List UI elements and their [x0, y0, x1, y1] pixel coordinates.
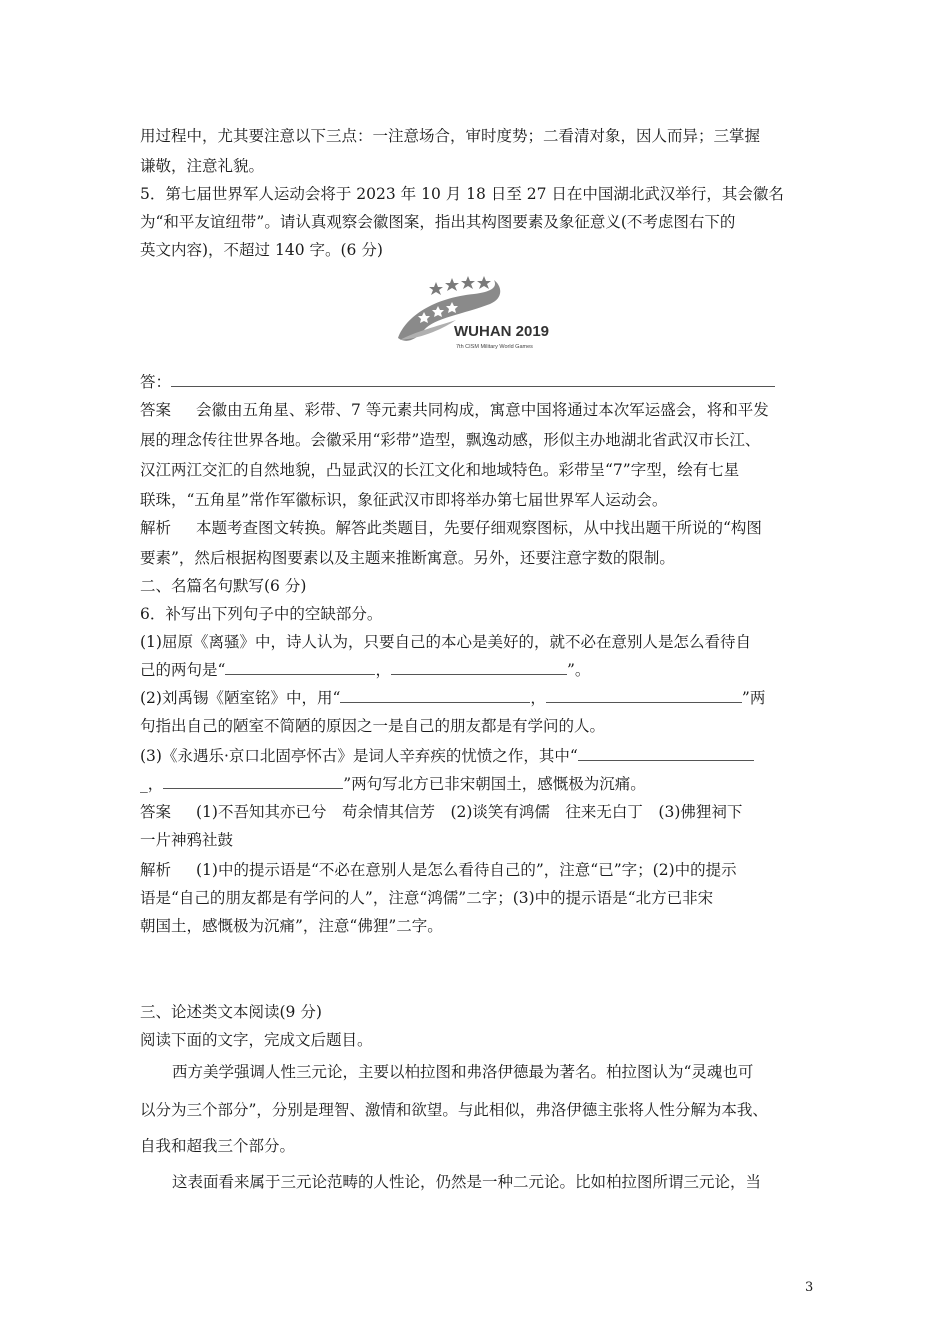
question-5: 英文内容)，不超过 140 字。(6 分): [140, 241, 383, 259]
answer-blank[interactable]: [171, 372, 775, 387]
answer-5: 联珠，“五角星”常作军徽标识，象征武汉市即将举办第七届世界军人运动会。: [140, 491, 668, 509]
fill-blank[interactable]: [578, 746, 754, 761]
answer-label: 答案: [140, 803, 172, 821]
paragraph: 这表面看来属于三元论范畴的人性论，仍然是一种二元论。比如柏拉图所谓三元论，当: [172, 1173, 762, 1191]
answer-line: [140, 372, 820, 392]
question-6-2: (2)刘禹锡《陋室铭》中，用“ ， ”两: [140, 689, 766, 707]
question-6-1: 己的两句是“ ， ”。: [140, 661, 591, 679]
answer-5: 答案 会徽由五角星、彩带、7 等元素共同构成，寓意中国将通过本次军运盛会，将和平发: [140, 401, 769, 419]
analysis-label: 解析: [140, 519, 172, 537]
analysis-6: 语是“自己的朋友都是有学问的人”，注意“鸿儒”二字；(3)中的提示语是“北方已非宋: [140, 889, 714, 907]
logo-subtitle: 7th CISM Military World Games: [456, 344, 533, 350]
answer-5: 汉江两江交汇的自然地貌，凸显武汉的长江文化和地域特色。彩带呈“7”字型，绘有七星: [140, 461, 740, 479]
text-line: 用过程中，尤其要注意以下三点：一注意场合，审时度势；二看清对象，因人而异；三掌握: [140, 127, 761, 145]
question-6-2: 句指出自己的陋室不简陋的原因之一是自己的朋友都是有学问的人。: [140, 717, 606, 735]
analysis-label: 解析: [140, 861, 172, 879]
answer-label: 答：: [140, 373, 172, 391]
page-number: 3: [805, 1280, 814, 1295]
paragraph: 自我和超我三个部分。: [140, 1137, 296, 1155]
fill-blank[interactable]: [391, 660, 567, 675]
analysis-5: 要素”，然后根据构图要素以及主题来推断寓意。另外，还要注意字数的限制。: [140, 549, 675, 567]
logo-title: WUHAN 2019: [454, 323, 550, 340]
section-intro: 阅读下面的文字，完成文后题目。: [140, 1031, 373, 1049]
question-5: 为“和平友谊纽带”。请认真观察会徽图案，指出其构图要素及象征意义(不考虑图右下的: [140, 213, 736, 231]
question-6: 6．补写出下列句子中的空缺部分。: [140, 605, 383, 623]
answer-6: 一片神鸦社鼓: [140, 831, 234, 849]
analysis-6: 朝国土，感慨极为沉痛”，注意“佛狸”二字。: [140, 917, 443, 935]
answer-5: 展的理念传往世界各地。会徽采用“彩带”造型，飘逸动感，形似主办地湖北省武汉市长江、: [140, 431, 761, 449]
section-title: 三、论述类文本阅读(9 分): [140, 1003, 322, 1021]
fill-blank[interactable]: [163, 774, 343, 789]
paragraph: 西方美学强调人性三元论，主要以柏拉图和弗洛伊德最为著名。柏拉图认为“灵魂也可: [172, 1063, 754, 1081]
analysis-6: 解析 (1)中的提示语是“不必在意别人是怎么看待自己的”，注意“已”字；(2)中的提示: [140, 861, 737, 879]
answer-label: 答案: [140, 401, 172, 419]
question-6-3: _， ”两句写北方已非宋朝国土，感慨极为沉痛。: [140, 775, 646, 793]
fill-blank[interactable]: [225, 660, 375, 675]
question-6-1: (1)屈原《离骚》中，诗人认为，只要自己的本心是美好的，就不必在意别人是怎么看待自: [140, 633, 751, 651]
section-title: 二、名篇名句默写(6 分): [140, 577, 307, 595]
answer-6: 答案 (1)不吾知其亦已兮 苟余情其信芳 (2)谈笑有鸿儒 往来无白丁 (3)佛狸祠下: [140, 803, 743, 821]
text-line: 谦敬，注意礼貌。: [140, 157, 265, 175]
question-5: 5．第七届世界军人运动会将于 2023 年 10 月 18 日至 27 日在中国湖北武汉举行，其会徽名: [140, 185, 784, 203]
analysis-5: 解析 本题考查图文转换。解答此类题目，先要仔细观察图标，从中找出题干所说的“构图: [140, 519, 762, 537]
wuhan-2019-logo: [394, 268, 556, 356]
fill-blank[interactable]: [546, 688, 742, 703]
fill-blank[interactable]: [340, 688, 530, 703]
paragraph: 以分为三个部分”，分别是理智、激情和欲望。与此相似，弗洛伊德主张将人性分解为本我、: [140, 1101, 768, 1119]
question-6-3: (3)《永遇乐·京口北固亭怀古》是词人辛弃疾的忧愤之作，其中“: [140, 746, 820, 766]
